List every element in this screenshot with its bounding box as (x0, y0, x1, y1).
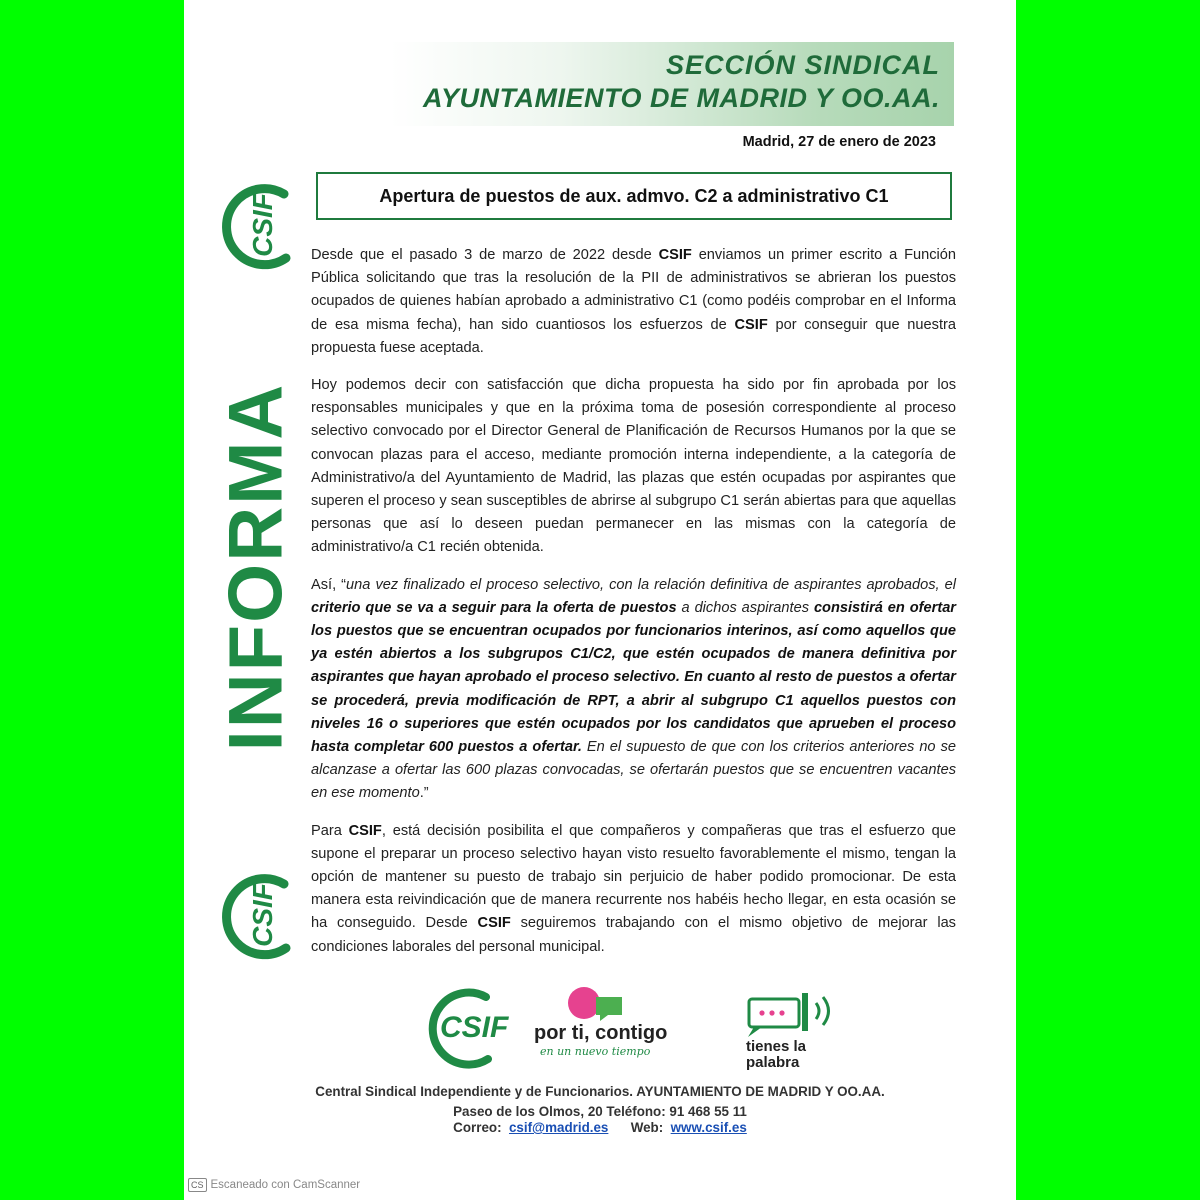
email-link[interactable]: csif@madrid.es (508, 1120, 609, 1135)
svg-text:palabra: palabra (746, 1054, 800, 1071)
camscanner-watermark (188, 1178, 360, 1192)
svg-text:en un nuevo tiempo: en un nuevo tiempo (540, 1045, 651, 1058)
footer-organization: Central Sindical Independiente y de Funcionarios. AYUNTAMIENTO DE MADRID Y OO.AA. (315, 1084, 885, 1099)
header-organization-title: AYUNTAMIENTO DE MADRID Y OO.AA. (422, 83, 940, 113)
document-title (316, 172, 952, 220)
camscanner-text: Escaneado con CamScanner (210, 1179, 361, 1191)
document-page (184, 0, 1016, 1200)
csif-logo-bottom-text: CSIF (247, 883, 278, 947)
web-link[interactable]: www.csif.es (670, 1120, 747, 1135)
csif-logo-bottom (214, 870, 298, 960)
footer-contact (184, 1120, 1016, 1135)
footer-logos (424, 985, 864, 1075)
csif-logo-top (214, 180, 298, 270)
document-date: Madrid, 27 de enero de 2023 (742, 134, 936, 150)
tienes-la-palabra-logo (746, 993, 829, 1071)
camscanner-badge: CS (188, 1178, 207, 1192)
header-section-title: SECCIÓN SINDICAL (665, 50, 940, 80)
portic-logo (534, 987, 667, 1058)
email-label: Correo: (453, 1120, 502, 1135)
svg-text:CSIF: CSIF (440, 1011, 509, 1044)
svg-text:tienes la: tienes la (746, 1038, 807, 1055)
document-body (311, 244, 956, 973)
web-label: Web: (630, 1120, 664, 1135)
paragraph-1: Desde que el pasado 3 de marzo de 2022 desde CSIF enviamos un primer escrito a Función Pública solicitando que tras la resolución de la PII de administrativos se abrieran los puestos ocupados de quienes habían aprobado a administrativo C1 (como podéis comprobar en el Informa de esa misma fecha), han sido cuantiosos los esfuerzos de CSIF por conseguir que nuestra propuesta fuese aceptada. (311, 247, 956, 356)
document-title-text: Apertura de puestos de aux. admvo. C2 a administrativo C1 (379, 185, 889, 206)
paragraph-2: Hoy podemos decir con satisfacción que dicha propuesta ha sido por fin aprobada por los responsables municipales y que en la próxima toma de posesión correspondiente al proceso selectivo convocado por el Director General de Planificación de Recursos Humanos por la que se convocan plazas para el acceso, mediante promoción interna independiente, a la categoría de Administrativo/a del Ayuntamiento de Madrid, las plazas que estén ocupadas por aspirantes que superen el proceso y sean susceptibles de abrirse al subgrupo C1 serán abiertas para que aquellas personas que así lo deseen puedan permanecer en las mismas con la categoría de administrativo/a C1 recién obtenida. (311, 377, 956, 556)
csif-logo-top-text: CSIF (247, 193, 278, 257)
paragraph-4: Para CSIF, está decisión posibilita el que compañeros y compañeras que tras el esfuerzo que supone el preparar un proceso selectivo hayan visto resuelto favorablemente el mismo, tengan la opción de mantener su puesto de trabajo sin perjuicio de haber podido promocionar. De esta manera esta reivindicación que de manera recurrente nos habéis hecho llegar, en esta ocasión se ha conseguido. Desde CSIF seguiremos trabajando con el mismo objetivo de mejorar las condiciones laborales del personal municipal. (311, 822, 956, 955)
svg-text:por ti, contigo: por ti, contigo (534, 1022, 668, 1044)
footer-address: Paseo de los Olmos, 20 Teléfono: 91 468 55 11 (453, 1104, 747, 1119)
csif-footer-logo (433, 993, 509, 1065)
informa-side-label: INFORMA (213, 382, 299, 752)
paragraph-3: Así, “una vez finalizado el proceso selectivo, con la relación definitiva de aspirantes aprobados, el criterio que se va a seguir para la oferta de puestos a dichos aspirantes consistirá en ofertar los puestos que se encuentran ocupados por funcionarios interinos, así como aquellos que ya estén abiertos a los subgrupos C1/C2, que estén ocupados de manera definitiva por aspirantes que hayan aprobado el proceso selectivo. En cuanto al resto de puestos a ofertar se procederá, previa modificación de RPT, a abrir al subgrupo C1 aquellos puestos con niveles 16 o superiores que estén ocupados por los candidatos que aprueben el proceso hasta completar 600 puestos a ofertar. En el supuesto de que con los criterios anteriores no se alcanzase a ofertar las 600 plazas convocadas, se ofertarán puestos que se encuentren vacantes en ese momento.” (311, 576, 956, 802)
